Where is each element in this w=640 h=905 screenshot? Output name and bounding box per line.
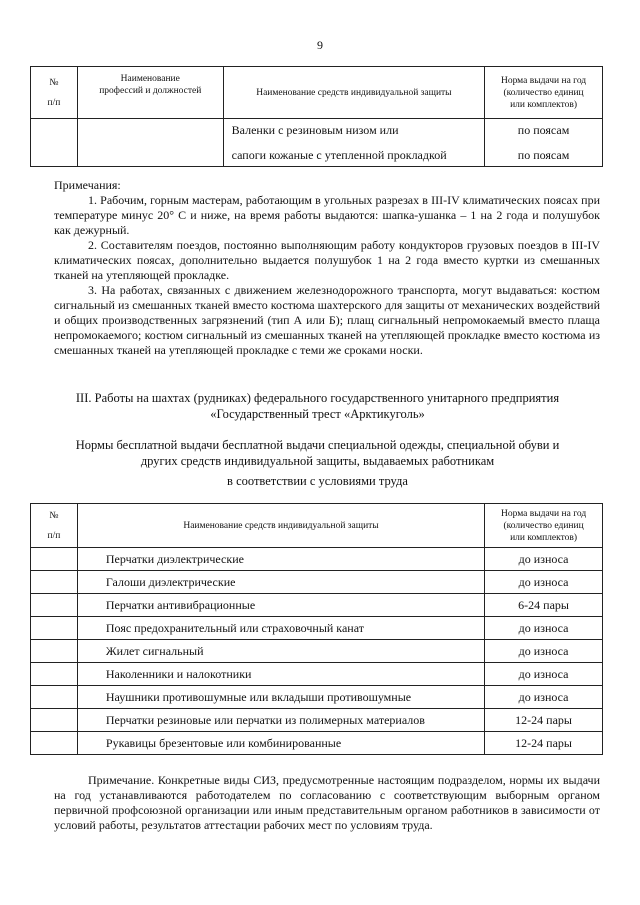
item-line: сапоги кожаные с утепленной прокладкой [231, 147, 447, 162]
cell-norm: до износа [485, 617, 603, 640]
norm-line: по поясам [517, 147, 570, 162]
cell-item: Рукавицы брезентовые или комбинированные [77, 732, 484, 755]
header-norm-line: или комплектов) [510, 532, 578, 543]
table-row [31, 594, 603, 617]
notes-block [54, 178, 600, 358]
section-title-line: III. Работы на шахтах (рудниках) федерального государственного унитарного предприятия [75, 391, 560, 405]
section-subtitle-line: в соответствии с условиями труда [227, 474, 408, 488]
cell-item: Перчатки резиновые или перчатки из полимерных материалов [77, 709, 484, 732]
header-num [31, 504, 78, 548]
table-continuation [30, 66, 603, 167]
cell-item: Пояс предохранительный или страховочный канат [77, 617, 484, 640]
header-item: Наименование средств индивидуальной защиты [223, 67, 484, 119]
final-note [54, 773, 600, 833]
notes-title: Примечания: [54, 178, 121, 192]
cell-num [31, 594, 78, 617]
header-num-line: п/п [47, 530, 61, 541]
header-norm [485, 504, 603, 548]
cell-num [31, 548, 78, 571]
note-item: 3. На работах, связанных с движением железнодорожного транспорта, могут выдаваться: костюм сигнальный из смешанных тканей вместо костюма шахтерского для защиты от механических воздействий и общих производственных загрязнений (тип А или Б); плащ сигнальный непромокаемый вместо плаща непромокаемого; костюм сигнальный из смешанных тканей на утепляющей прокладке вместо костюма из смешанных тканей на утепляющей прокладке с теми же сроками носки. [54, 283, 600, 357]
cell-item: Наколенники и налокотники [77, 663, 484, 686]
cell-item: Наушники противошумные или вкладыши противошумные [77, 686, 484, 709]
table-row [31, 686, 603, 709]
cell-profession [77, 119, 223, 167]
header-profession [77, 67, 223, 119]
header-profession-line: Наименование [120, 74, 180, 84]
cell-norm: 6-24 пары [485, 594, 603, 617]
table-row [31, 617, 603, 640]
cell-norm: до износа [485, 640, 603, 663]
header-norm-line: или комплектов) [510, 99, 578, 110]
section-subtitle [30, 437, 605, 489]
cell-norm: до износа [485, 686, 603, 709]
final-note-text: Примечание. Конкретные виды СИЗ, предусмотренные настоящим подразделом, нормы их выдачи на год устанавливаются работодателем по согласованию с соответствующим выборным органом первичной профсоюзной организации или иным представительным органом работников в зависимости от условий работы, результатов аттестации рабочих мест по условиям труда. [54, 773, 600, 832]
cell-item: Перчатки антивибрационные [77, 594, 484, 617]
table-header-row [31, 504, 603, 548]
cell-item: Перчатки диэлектрические [77, 548, 484, 571]
cell-item: Жилет сигнальный [77, 640, 484, 663]
header-num-line: п/п [47, 97, 61, 108]
header-item: Наименование средств индивидуальной защиты [77, 504, 484, 548]
section-subtitle-line: других средств индивидуальной защиты, выдаваемых работникам [140, 454, 495, 468]
header-norm-line: (количество единиц [503, 87, 584, 98]
cell-num [31, 732, 78, 755]
cell-norm: до износа [485, 548, 603, 571]
header-norm-line: Норма выдачи на год [500, 508, 587, 519]
header-norm-line: (количество единиц [503, 520, 584, 531]
note-item: 1. Рабочим, горным мастерам, работающим в угольных разрезах в III-IV климатических поясах при температуре минус 20° С и ниже, на время работы выдаются: шапка-ушанка – 1 на 2 года и полушубок как дежурный. [54, 193, 600, 237]
header-norm-line: Норма выдачи на год [500, 75, 587, 86]
ppe-norms-table [30, 503, 603, 755]
table-row [31, 663, 603, 686]
section-title-line: «Государственный трест «Арктикуголь» [210, 407, 425, 421]
table-row [31, 732, 603, 755]
cell-norm: до износа [485, 571, 603, 594]
cell-num [31, 686, 78, 709]
header-num-line: № [49, 77, 59, 88]
page-number: 9 [317, 38, 323, 52]
section-subtitle-line: Нормы бесплатной выдачи бесплатной выдачи специальной одежды, специальной обуви и [75, 438, 560, 452]
table-row [31, 571, 603, 594]
cell-num [31, 640, 78, 663]
section-title [30, 390, 605, 422]
cell-norm: 12-24 пары [485, 709, 603, 732]
cell-norm: 12-24 пары [485, 732, 603, 755]
table-header-row [31, 67, 603, 119]
header-profession-line: профессий и должностей [99, 86, 202, 96]
cell-item [223, 119, 484, 167]
item-line: Валенки с резиновым низом или [231, 122, 399, 137]
table-row [31, 640, 603, 663]
norm-line: по поясам [517, 122, 570, 137]
cell-norm [485, 119, 603, 167]
table-row [31, 709, 603, 732]
header-num [31, 67, 78, 119]
cell-norm: до износа [485, 663, 603, 686]
cell-num [31, 663, 78, 686]
header-norm [485, 67, 603, 119]
note-item: 2. Составителям поездов, постоянно выполняющим работу кондукторов грузовых поездов в III-IV климатических поясах, дополнительно выдается полушубок 1 на 2 года вместо куртки из смешанных тканей на утепляющей прокладке. [54, 238, 600, 282]
table-row [31, 119, 603, 167]
table-row [31, 548, 603, 571]
cell-num [31, 571, 78, 594]
cell-item: Галоши диэлектрические [77, 571, 484, 594]
cell-num [31, 119, 78, 167]
cell-num [31, 709, 78, 732]
header-num-line: № [49, 510, 59, 521]
cell-num [31, 617, 78, 640]
